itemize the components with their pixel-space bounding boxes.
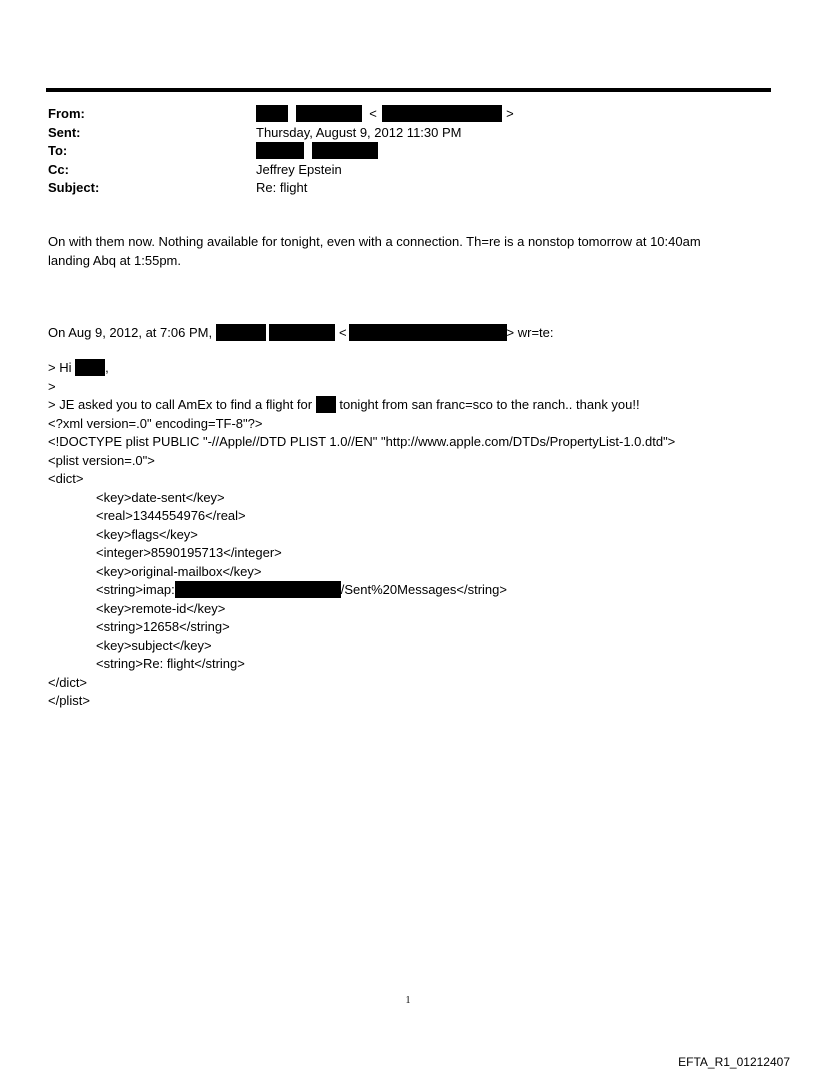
message-line: On with them now. Nothing available for tonight, even with a connection. Th=re is a nonstop tomorrow at 10:40am [48,234,701,249]
from-lt: < [369,106,377,121]
redaction-block [75,359,105,376]
plist-line [48,581,675,600]
redaction-block [269,324,335,341]
redaction-block [175,581,341,598]
plist-line: <key>original-mailbox</key> [96,563,262,579]
redaction-block [316,396,336,413]
plist-line: <key>date-sent</key> [96,489,225,505]
redaction-block [312,142,378,159]
plist-line: <integer>8590195713</integer> [96,545,282,560]
plist-line: <key>remote-id</key> [96,600,226,616]
quoted-hi-comma: , [105,360,109,375]
to-label: To: [48,143,68,158]
subject-value: Re: flight [256,180,308,195]
plist-imap-prefix: <string>imap: [96,582,175,597]
quoted-je-prefix: > JE asked you to call AmEx to find a flight for [48,397,313,412]
redaction-block [256,105,288,122]
plist-line: <dict> [48,471,84,486]
plist-imap-suffix: /Sent%20Messages</string> [340,582,507,597]
message-line: landing Abq at 1:55pm. [48,252,181,268]
quoted-line [48,359,675,378]
plist-line: <real>1344554976</real> [96,508,246,523]
redaction-block [216,324,266,341]
page-number: 1 [405,995,411,1006]
from-label: From: [48,106,85,121]
redaction-block [256,142,304,159]
quoted-hi: > Hi [48,360,72,375]
plist-line: <string>12658</string> [96,619,230,634]
subject-label: Subject: [48,180,100,195]
quoted-intro [48,324,554,343]
to-value [256,142,378,161]
plist-line: <key>subject</key> [96,637,212,653]
redaction-block [349,324,507,341]
plist-line: <!DOCTYPE plist PUBLIC "-//Apple//DTD PLIST 1.0//EN" "http://www.apple.com/DTDs/PropertyList-1.0.dtd"> [48,434,676,449]
plist-line: <key>flags</key> [96,526,198,542]
from-value [256,105,514,124]
message-body [48,233,701,270]
sent-value: Thursday, August 9, 2012 11:30 PM [256,124,462,140]
cc-label: Cc: [48,161,69,177]
quoted-intro-prefix: On Aug 9, 2012, at 7:06 PM, [48,325,213,340]
plist-line: </dict> [48,674,88,690]
quoted-body [48,359,675,711]
quoted-line [48,396,675,415]
quoted-intro-lt: < [338,325,347,340]
header-divider [46,88,771,92]
cc-value: Jeffrey Epstein [256,161,342,177]
document-id: EFTA_R1_01212407 [678,1055,790,1069]
from-gt: > [506,106,514,121]
plist-line: </plist> [48,693,90,708]
quoted-line: > [48,378,56,394]
redaction-block [296,105,362,122]
quoted-intro-suffix: > wr=te: [506,325,554,340]
plist-line: <string>Re: flight</string> [96,656,245,671]
plist-line: <?xml version=.0" encoding=TF-8"?> [48,415,263,431]
sent-label: Sent: [48,124,81,140]
redaction-block [382,105,502,122]
plist-line: <plist version=.0"> [48,452,155,468]
quoted-je-suffix: tonight from san franc=sco to the ranch.. thank you!! [339,397,640,412]
